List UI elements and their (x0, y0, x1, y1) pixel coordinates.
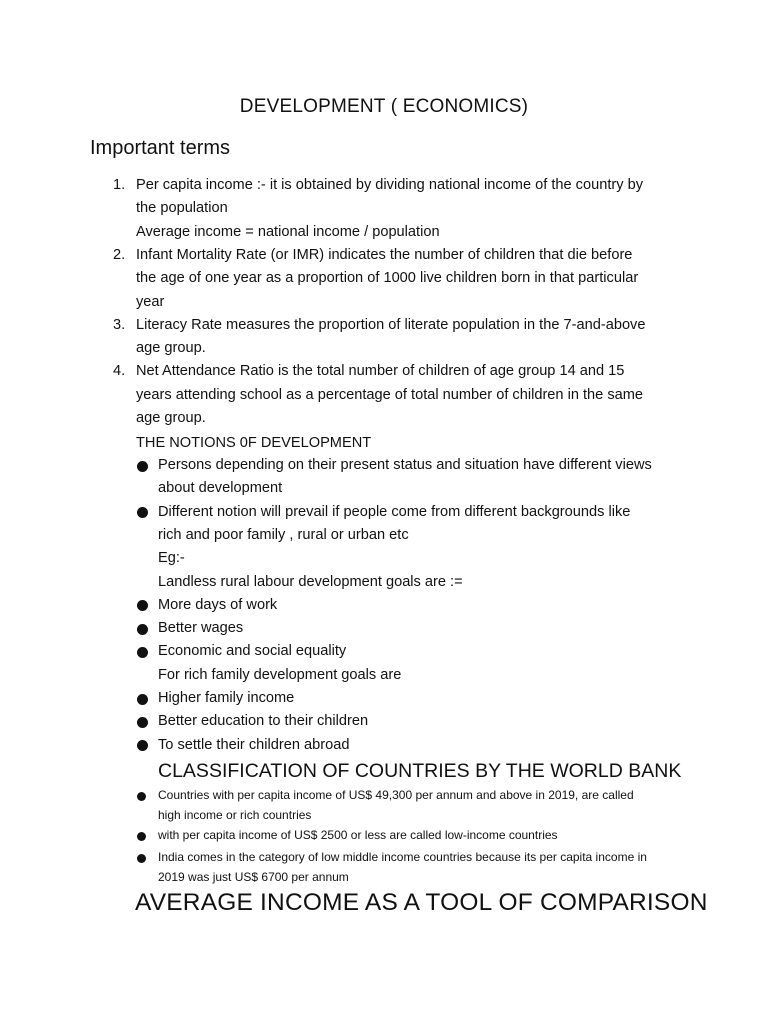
classification-text-line: India comes in the category of low middle income countries because its per capita income in (158, 850, 647, 864)
notion-text-line: Economic and social equality (158, 643, 347, 660)
term-text-line: age group. (136, 410, 206, 426)
term-text-line: Infant Mortality Rate (or IMR) indicates the number of children that die before (136, 246, 633, 263)
notion-text-line: For rich family development goals are (158, 666, 402, 683)
bullet-icon (137, 740, 148, 751)
bullet-icon (137, 854, 146, 863)
classification-text-line: Countries with per capita income of US$ 49,300 per annum and above in 2019, are called (158, 788, 634, 802)
notion-text-line: Landless rural labour development goals are := (158, 573, 463, 590)
document-title: DEVELOPMENT ( ECONOMICS) (239, 96, 529, 117)
term-text-line: Literacy Rate measures the proportion of literate population in the 7-and-above (136, 316, 646, 333)
bullet-icon (137, 507, 148, 518)
notion-text-line: about development (158, 480, 283, 497)
notion-text-line: Eg:- (158, 550, 185, 567)
term-text-line: age group. (136, 340, 206, 357)
term-text-line: Average income = national income / population (136, 223, 440, 240)
notion-text-line: Higher family income (158, 690, 295, 706)
bullet-icon (137, 694, 148, 705)
term-text-line: the age of one year as a proportion of 1000 live children born in that particular (136, 270, 639, 287)
bottom-heading: AVERAGE INCOME AS A TOOL OF COMPARISON (135, 889, 708, 916)
bullet-icon (137, 624, 148, 635)
classification-text-line: high income or rich countries (158, 807, 312, 822)
bullet-icon (137, 717, 148, 728)
bullet-icon (137, 647, 148, 658)
term-number: 1. (113, 177, 126, 193)
term-text-line: Net Attendance Ratio is the total number of children of age group 14 and 15 (136, 363, 625, 380)
notion-text-line: Different notion will prevail if people come from different backgrounds like (158, 503, 631, 520)
notion-text-line: Better education to their children (158, 713, 369, 730)
classification-text-line: 2019 was just US$ 6700 per annum (158, 869, 349, 884)
term-text-line: years attending school as a percentage of total number of children in the same (136, 386, 644, 403)
notion-text-line: To settle their children abroad (158, 736, 350, 753)
term-text-line: the population (136, 200, 228, 217)
bullet-icon (137, 461, 148, 472)
bullet-icon (137, 792, 146, 801)
term-number: 4. (113, 363, 126, 380)
notions-heading: THE NOTIONS 0F DEVELOPMENT (136, 435, 372, 451)
section-subheading: Important terms (90, 137, 231, 159)
notion-text-line: Better wages (158, 620, 244, 637)
notion-text-line: Persons depending on their present status and situation have different views (158, 457, 652, 473)
classification-text-line: with per capita income of US$ 2500 or less are called low-income countries (158, 828, 558, 842)
notion-text-line: More days of work (158, 596, 278, 613)
term-text-line: year (136, 293, 165, 310)
term-number: 2. (113, 246, 126, 263)
term-number: 3. (113, 316, 126, 333)
notion-text-line: rich and poor family , rural or urban etc (158, 526, 409, 543)
term-text-line: Per capita income :- it is obtained by dividing national income of the country by (136, 177, 644, 193)
classification-heading: CLASSIFICATION OF COUNTRIES BY THE WORLD BANK (158, 760, 682, 782)
bullet-icon (137, 832, 146, 841)
bullet-icon (137, 600, 148, 611)
